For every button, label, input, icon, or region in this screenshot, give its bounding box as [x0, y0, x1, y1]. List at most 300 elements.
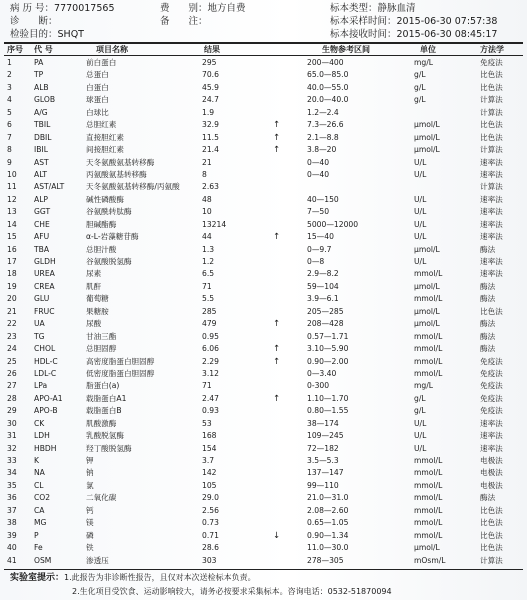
row-ref: 65.0—85.0 — [307, 70, 349, 80]
row-unit: U/L — [414, 418, 427, 428]
row-method: 速率法 — [480, 431, 503, 441]
row-method: 酶法 — [480, 331, 496, 341]
table-row — [0, 144, 527, 156]
row-no: 6 — [7, 120, 12, 130]
row-ref: 3.10—5.90 — [307, 344, 349, 354]
row-name: 铁 — [86, 543, 94, 553]
row-unit: μmol/L — [414, 132, 440, 142]
row-no: 10 — [7, 169, 17, 179]
row-ref: 200—400 — [307, 58, 344, 67]
row-name: 谷氨酸脱氢酶 — [86, 257, 132, 266]
row-code: AST — [34, 157, 49, 167]
row-no: 17 — [7, 257, 17, 266]
row-method: 免疫法 — [480, 393, 503, 403]
record-value: 7770017565 — [54, 3, 115, 14]
row-code: DBIL — [34, 132, 52, 142]
row-result: 6.5 — [202, 269, 215, 279]
row-method: 比色法 — [480, 543, 503, 553]
row-code: OSM — [34, 555, 52, 565]
row-result: 1.2 — [202, 257, 215, 266]
row-name: 前白蛋白 — [86, 58, 117, 67]
row-ref: 0.90—2.00 — [307, 356, 349, 366]
row-result: 13214 — [202, 219, 227, 229]
row-unit: U/L — [414, 219, 427, 229]
row-result: 1.3 — [202, 244, 215, 254]
row-code: LPa — [34, 381, 48, 391]
row-name: 钙 — [86, 505, 94, 515]
row-code: AST/ALT — [34, 182, 65, 192]
row-ref: 0—8 — [307, 257, 325, 266]
row-code: APO-B — [34, 406, 58, 416]
table-row — [0, 107, 527, 119]
row-method: 速率法 — [480, 157, 503, 167]
row-code: AFU — [34, 232, 50, 242]
row-result: 32.9 — [202, 120, 219, 130]
row-name: 尿素 — [86, 269, 102, 279]
table-row — [0, 455, 527, 467]
row-name: 总胆红素 — [86, 120, 117, 130]
row-method: 酶法 — [480, 493, 496, 503]
row-result: 142 — [202, 468, 217, 478]
row-method: 酶法 — [480, 319, 496, 329]
row-no: 35 — [7, 480, 17, 490]
specimen-type-label: 标本类型： — [330, 3, 378, 14]
notes-text-2: 2.生化项目受饮食、运动影响较大，请务必按要求采集标本。咨询电话：0532-51870094 — [72, 587, 392, 596]
row-name: 乳酸脱氢酶 — [86, 431, 124, 441]
row-no: 18 — [7, 269, 17, 279]
row-method: 电极法 — [480, 456, 503, 465]
row-method: 速率法 — [480, 257, 503, 266]
row-no: 31 — [7, 431, 17, 441]
high-flag-icon: ↑ — [273, 356, 281, 367]
row-no: 33 — [7, 456, 17, 465]
table-row — [0, 405, 527, 417]
table-row — [0, 555, 527, 567]
row-result: 154 — [202, 443, 217, 453]
row-no: 7 — [7, 132, 12, 142]
row-unit: mmol/L — [414, 269, 443, 279]
row-method: 比色法 — [480, 82, 503, 92]
row-result: 6.06 — [202, 344, 219, 354]
row-code: FRUC — [34, 306, 55, 316]
col-unit: 单位 — [420, 45, 436, 54]
row-result: 21.4 — [202, 145, 219, 155]
row-name: 胆碱酯酶 — [86, 219, 117, 229]
table-row — [0, 542, 527, 554]
row-method: 速率法 — [480, 232, 503, 242]
row-result: 3.12 — [202, 368, 219, 378]
table-row — [0, 343, 527, 355]
row-ref: 3.5—5.3 — [307, 456, 339, 465]
row-code: P — [34, 530, 39, 540]
row-result: 1.9 — [202, 107, 215, 117]
purpose — [10, 29, 84, 41]
row-name: 谷氨酰转肽酶 — [86, 207, 132, 217]
row-unit: mmol/L — [414, 480, 443, 490]
row-ref: 205—285 — [307, 306, 344, 316]
row-method: 计算法 — [480, 95, 503, 105]
row-name: 脂蛋白(a) — [86, 381, 120, 391]
row-unit: g/L — [414, 406, 426, 416]
notes-text-1: 1.此报告为非诊断性报告，且仅对本次送检标本负责。 — [64, 573, 256, 582]
row-unit: mmol/L — [414, 518, 443, 528]
row-result: 0.95 — [202, 331, 219, 341]
row-result: 53 — [202, 418, 212, 428]
record-label: 病 历 号： — [10, 3, 55, 14]
table-row — [0, 219, 527, 231]
row-no: 37 — [7, 505, 17, 515]
table-row — [0, 368, 527, 380]
row-name: 天冬氨酸氨基转移酶/丙氨酸 — [86, 182, 180, 192]
row-result: 2.56 — [202, 505, 219, 515]
row-unit: U/L — [414, 194, 427, 204]
row-method: 比色法 — [480, 120, 503, 130]
row-code: LDL-C — [34, 368, 57, 378]
table-row — [0, 82, 527, 94]
col-ref: 生物参考区间 — [322, 45, 370, 54]
row-name: 载脂蛋白B — [86, 406, 122, 416]
row-name: 二氧化碳 — [86, 493, 117, 503]
row-unit: μmol/L — [414, 543, 440, 553]
table-row — [0, 231, 527, 243]
row-no: 9 — [7, 157, 12, 167]
row-method: 免疫法 — [480, 381, 503, 391]
row-name: 白蛋白 — [86, 82, 109, 92]
row-unit: mmol/L — [414, 468, 443, 478]
row-ref: 0.65—1.05 — [307, 518, 349, 528]
row-no: 2 — [7, 70, 12, 80]
row-code: CL — [34, 480, 44, 490]
row-method: 速率法 — [480, 219, 503, 229]
row-name: 直接胆红素 — [86, 132, 124, 142]
receive-time — [330, 29, 497, 41]
row-name: 丙氨酸氨基转移酶 — [86, 169, 147, 179]
row-ref: 1.2—2.4 — [307, 107, 339, 117]
row-name: 渗透压 — [86, 555, 109, 565]
col-name: 项目名称 — [96, 45, 128, 54]
row-result: 48 — [202, 194, 212, 204]
row-method: 比色法 — [480, 306, 503, 316]
row-name: 钠 — [86, 468, 94, 478]
row-ref: 5000—12000 — [307, 219, 359, 229]
row-no: 28 — [7, 393, 17, 403]
table-row — [0, 132, 527, 144]
row-no: 8 — [7, 145, 12, 155]
row-name: 间接胆红素 — [86, 145, 124, 155]
row-no: 39 — [7, 530, 17, 540]
record-no — [10, 3, 115, 15]
table-row — [0, 293, 527, 305]
row-method: 酶法 — [480, 281, 496, 291]
row-code: HBDH — [34, 443, 57, 453]
row-unit: μmol/L — [414, 319, 440, 329]
row-name: 总蛋白 — [86, 70, 109, 80]
row-ref: 0—40 — [307, 169, 330, 179]
table-row — [0, 157, 527, 169]
row-result: 105 — [202, 480, 217, 490]
row-method: 速率法 — [480, 207, 503, 217]
row-code: CHOL — [34, 344, 56, 354]
row-ref: 0.80—1.55 — [307, 406, 349, 416]
row-code: CA — [34, 505, 45, 515]
row-unit: U/L — [414, 443, 427, 453]
table-row — [0, 418, 527, 430]
row-code: UREA — [34, 269, 55, 279]
row-method: 免疫法 — [480, 356, 503, 366]
row-ref: 2.08—2.60 — [307, 505, 349, 515]
row-no: 32 — [7, 443, 17, 453]
table-row — [0, 256, 527, 268]
table-row — [0, 331, 527, 343]
row-ref: 0—9.7 — [307, 244, 332, 254]
row-code: TBIL — [34, 120, 51, 130]
row-result: 285 — [202, 306, 217, 316]
col-no: 序号 — [7, 45, 23, 54]
row-unit: μmol/L — [414, 244, 440, 254]
row-unit: μmol/L — [414, 120, 440, 130]
table-row — [0, 306, 527, 318]
row-name: 磷 — [86, 530, 94, 540]
row-result: 0.71 — [202, 530, 219, 540]
table-row — [0, 356, 527, 368]
fee-label: 费 别： — [160, 3, 208, 14]
row-name: α-L-岩藻糖苷酶 — [86, 232, 139, 242]
row-ref: 59—104 — [307, 281, 339, 291]
high-flag-icon: ↑ — [273, 232, 281, 243]
row-ref: 1.10—1.70 — [307, 393, 349, 403]
table-row — [0, 467, 527, 479]
row-no: 19 — [7, 281, 17, 291]
row-code: TBA — [34, 244, 50, 254]
row-result: 21 — [202, 157, 212, 167]
high-flag-icon: ↑ — [273, 132, 281, 143]
row-no: 5 — [7, 107, 12, 117]
row-result: 0.73 — [202, 518, 219, 528]
row-no: 23 — [7, 331, 17, 341]
row-unit: μmol/L — [414, 306, 440, 316]
table-row — [0, 181, 527, 193]
row-unit: U/L — [414, 157, 427, 167]
row-unit: g/L — [414, 82, 426, 92]
collect-time-value: 2015-06-30 07:57:38 — [396, 16, 498, 27]
row-unit: mmol/L — [414, 368, 443, 378]
row-result: 168 — [202, 431, 217, 441]
row-no: 11 — [7, 182, 17, 192]
row-unit: mmol/L — [414, 356, 443, 366]
diagnosis-label: 诊 断： — [10, 16, 58, 27]
row-code: NA — [34, 468, 45, 478]
high-flag-icon: ↑ — [273, 120, 281, 131]
table-row — [0, 169, 527, 181]
table-row — [0, 119, 527, 131]
row-method: 计算法 — [480, 555, 503, 565]
row-result: 0.93 — [202, 406, 219, 416]
table-row — [0, 530, 527, 542]
row-ref: 0-300 — [307, 381, 330, 391]
row-method: 免疫法 — [480, 58, 503, 67]
row-name: 球蛋白 — [86, 95, 109, 105]
table-row — [0, 517, 527, 529]
row-method: 比色法 — [480, 518, 503, 528]
row-ref: 38—174 — [307, 418, 339, 428]
row-result: 2.29 — [202, 356, 219, 366]
receive-time-value: 2015-06-30 08:45:17 — [396, 29, 498, 40]
row-code: GLOB — [34, 95, 56, 105]
row-no: 14 — [7, 219, 17, 229]
collect-time-label: 标本采样时间： — [330, 16, 397, 27]
row-no: 36 — [7, 493, 17, 503]
row-code: CO2 — [34, 493, 51, 503]
row-method: 电极法 — [480, 480, 503, 490]
row-code: PA — [34, 58, 44, 67]
row-unit: μmol/L — [414, 145, 440, 155]
fee-type — [160, 3, 246, 15]
row-result: 11.5 — [202, 132, 219, 142]
row-no: 41 — [7, 555, 17, 565]
table-row — [0, 69, 527, 81]
row-ref: 278—305 — [307, 555, 344, 565]
row-no: 25 — [7, 356, 17, 366]
row-method: 比色法 — [480, 132, 503, 142]
row-result: 3.7 — [202, 456, 215, 465]
row-ref: 72—182 — [307, 443, 339, 453]
row-code: Fe — [34, 543, 43, 553]
table-row — [0, 380, 527, 392]
row-code: CHE — [34, 219, 50, 229]
row-method: 酶法 — [480, 344, 496, 354]
row-code: CREA — [34, 281, 55, 291]
table-row — [0, 57, 527, 69]
row-method: 酶法 — [480, 244, 496, 254]
row-unit: mOsm/L — [414, 555, 446, 565]
row-ref: 2.9—8.2 — [307, 269, 339, 279]
row-code: APO-A1 — [34, 393, 63, 403]
row-method: 速率法 — [480, 269, 503, 279]
col-code: 代 号 — [34, 45, 53, 54]
row-method: 比色法 — [480, 505, 503, 515]
row-code: ALP — [34, 194, 49, 204]
row-name: 总胆汁酸 — [86, 244, 117, 254]
row-result: 70.6 — [202, 70, 219, 80]
row-name: 总胆固醇 — [86, 344, 117, 354]
row-ref: 40.0—55.0 — [307, 82, 349, 92]
row-method: 比色法 — [480, 530, 503, 540]
col-method: 方法学 — [480, 45, 504, 54]
row-ref: 15—40 — [307, 232, 334, 242]
row-no: 4 — [7, 95, 12, 105]
row-no: 13 — [7, 207, 17, 217]
row-ref: 0—40 — [307, 157, 330, 167]
row-no: 12 — [7, 194, 17, 204]
row-no: 3 — [7, 82, 12, 92]
row-ref: 11.0—30.0 — [307, 543, 349, 553]
table-row — [0, 492, 527, 504]
row-unit: mmol/L — [414, 456, 443, 465]
table-row — [0, 268, 527, 280]
row-unit: U/L — [414, 431, 427, 441]
row-unit: g/L — [414, 70, 426, 80]
notes-line-2 — [10, 585, 392, 598]
row-no: 34 — [7, 468, 17, 478]
row-ref: 2.1—8.8 — [307, 132, 339, 142]
row-result: 5.5 — [202, 294, 215, 304]
high-flag-icon: ↑ — [273, 393, 281, 404]
row-result: 24.7 — [202, 95, 219, 105]
row-name: 载脂蛋白A1 — [86, 393, 127, 403]
table-row — [0, 393, 527, 405]
row-ref: 7—50 — [307, 207, 330, 217]
table-row — [0, 480, 527, 492]
row-unit: g/L — [414, 393, 426, 403]
row-no: 30 — [7, 418, 17, 428]
row-name: 果糖胺 — [86, 306, 109, 316]
row-result: 479 — [202, 319, 217, 329]
row-no: 16 — [7, 244, 17, 254]
row-name: 低密度脂蛋白胆固醇 — [86, 368, 155, 378]
row-result: 10 — [202, 207, 212, 217]
row-no: 29 — [7, 406, 17, 416]
row-unit: mmol/L — [414, 530, 443, 540]
row-name: 白球比 — [86, 107, 109, 117]
row-name: 碱性磷酸酶 — [86, 194, 124, 204]
row-code: LDH — [34, 431, 50, 441]
row-name: 羟丁酸脱氢酶 — [86, 443, 132, 453]
row-ref: 40—150 — [307, 194, 339, 204]
row-no: 1 — [7, 58, 12, 67]
row-unit: μmol/L — [414, 281, 440, 291]
fee-value: 地方自费 — [207, 3, 246, 14]
row-unit: mmol/L — [414, 331, 443, 341]
row-result: 71 — [202, 381, 212, 391]
row-name: 高密度脂蛋白胆固醇 — [86, 356, 155, 366]
row-unit: mmol/L — [414, 344, 443, 354]
row-result: 45.9 — [202, 82, 219, 92]
table-bottom-line — [4, 569, 523, 570]
row-name: 甘油三酯 — [86, 331, 117, 341]
row-code: MG — [34, 518, 47, 528]
row-method: 速率法 — [480, 418, 503, 428]
row-name: 尿酸 — [86, 319, 102, 329]
row-result: 295 — [202, 58, 217, 67]
row-method: 免疫法 — [480, 368, 503, 378]
row-code: ALB — [34, 82, 49, 92]
row-code: CK — [34, 418, 45, 428]
row-result: 8 — [202, 169, 207, 179]
row-code: A/G — [34, 107, 48, 117]
row-name: 肌酸激酶 — [86, 418, 117, 428]
purpose-value: SHQT — [57, 29, 84, 40]
row-no: 26 — [7, 368, 17, 378]
row-unit: g/L — [414, 95, 426, 105]
row-result: 28.6 — [202, 543, 219, 553]
row-ref: 3.8—20 — [307, 145, 337, 155]
row-no: 20 — [7, 294, 17, 304]
row-name: 钾 — [86, 456, 94, 465]
row-ref: 137—147 — [307, 468, 344, 478]
result-table — [0, 57, 527, 567]
row-name: 氯 — [86, 480, 94, 490]
row-ref: 20.0—40.0 — [307, 95, 349, 105]
row-no: 15 — [7, 232, 17, 242]
row-ref: 3.9—6.1 — [307, 294, 339, 304]
row-result: 44 — [202, 232, 212, 242]
row-name: 葡萄糖 — [86, 294, 109, 304]
notes-label: 实验室提示： — [10, 573, 65, 583]
col-result: 结果 — [204, 45, 220, 54]
remark-label: 备 注： — [160, 16, 208, 27]
row-name: 肌酐 — [86, 281, 102, 291]
row-ref: 0—3.40 — [307, 368, 337, 378]
